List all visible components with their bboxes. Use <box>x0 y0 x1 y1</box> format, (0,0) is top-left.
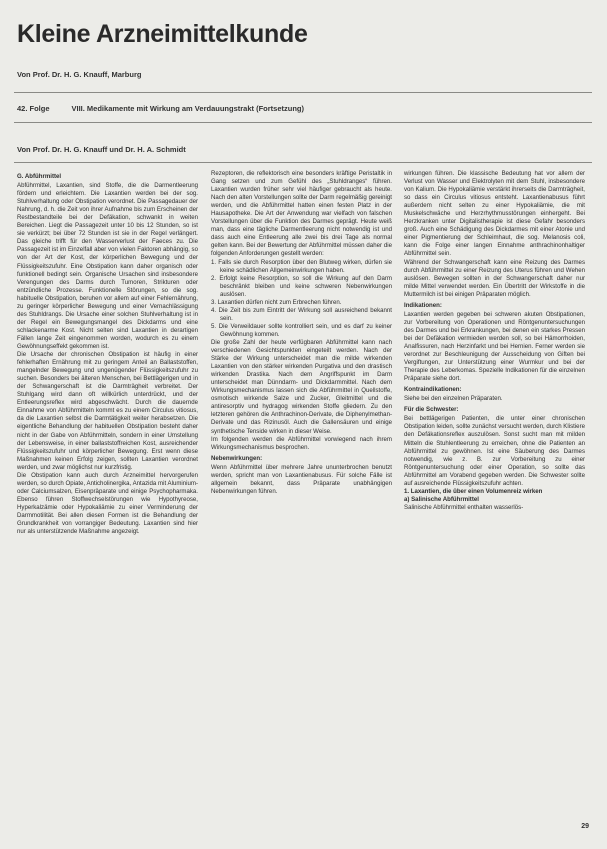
list-item: 3. Laxantien dürfen nicht zum Erbrechen führen. <box>211 298 342 306</box>
subsection-heading: a) Salinische Abführmittel <box>404 495 479 503</box>
page-number: 29 <box>581 823 589 830</box>
article-authors: Von Prof. Dr. H. G. Knauff und Dr. H. A. Schmidt <box>17 145 186 154</box>
text-column-3 <box>404 170 585 828</box>
body-paragraph: Die große Zahl der heute verfügbaren Abführmittel kann nach verschiedenen Gesichtspunkten eingeteilt werden. Nach der Stärke der Wirkung unterscheidet man die milde wirkenden Laxantien von den stärker wirkenden Purgativa und den drastisch wirkenden Drastika. Nach dem Angriffspunkt im Darm unterscheidet man Dünndarm- und Dickdarmmittel. Nach dem Wirkungsmechanismus lassen sich die Abführmittel in Quellstoffe, osmotisch wirkende Salze und Zucker, Gleitmittel und die antiresorptiv und hydragog wirkenden Stoffe gliedern. Zu den letzteren gehören die Anthrachinon-Derivate, die Diphenylmethan-Derivate und das Rizinusöl. Auch die Gallensäuren und einige synthetische Tenside wirken in dieser Weise. <box>211 338 392 435</box>
divider-top <box>14 92 592 93</box>
body-paragraph: wirkungen führen. Die klassische Bedeutung hat vor allem der Verlust von Wasser und Elektrolyten mit dem Stuhl, insbesondere von Kalium. Die Hypokaliämie verstärkt ihrerseits die Darmträgheit, so dass ein Circulus vitiosus entsteht. Laxantienabusus führt außerdem nicht selten zu einer Hypokaliämie, die mit Muskelschwäche und Herzrhythmusstörungen einhergeht. Bei Herzkranken unter Digitalistherapie ist diese Gefahr besonders groß. Auch eine Schädigung des Dickdarmes mit einer Atonie und einer Pigmentierung der Schleimhaut, die sog. Melanosis coli, kann die Folge einer langen Einnahme anthrachinonhaltiger Abführmittel sein. <box>404 170 585 258</box>
series-title: VIII. Medikamente mit Wirkung am Verdauungstrakt (Fortsetzung) <box>71 104 304 113</box>
text-column-1 <box>17 170 198 828</box>
series-line <box>17 104 304 113</box>
body-paragraph: Die Obstipation kann auch durch Arzneimittel hervorgerufen werden, so durch Opiate, Anticholinergika, Antazida mit Aluminium- oder Calciumsalzen, Eisenpräparate und einige Psychopharmaka. Ebenso führen Stoffwechselstörungen wie Hypothyreose, Hyperkalzämie oder Hypokaliämie zu einer Verminderung der Darmmotilität. Bei allen diesen Formen ist die Behandlung der Grundkrankheit von vorrangiger Bedeutung. Laxantien sind hier nur als unterstützende Maßnahme angezeigt. <box>17 471 198 536</box>
article-title: Kleine Arzneimittelkunde <box>17 20 308 48</box>
body-paragraph: Die Ursache der chronischen Obstipation ist häufig in einer fehlerhaften Ernährung mit zu geringem Anteil an Ballaststoffen, mangelnder Bewegung und ungenügender Flüssigkeitszufuhr zu suchen. Besonders bei älteren Menschen, bei Bettlägerigen und in der Schwangerschaft ist die Darmträgheit verbreitet. Der Stuhlgang wird dann oft willkürlich unterdrückt, und der Entleerungsreflex wird abgeschwächt. Durch die dauernde Einnahme von Abführmitteln kommt es zu einem Circulus vitiosus, da die Laxantien selbst die Darmtätigkeit weiter herabsetzen. Die eigentliche Behandlung der habituellen Obstipation besteht daher nicht in der Gabe von Abführmitteln, sondern in einer Umstellung der Lebensweise, in einer ballaststoffreichen Kost, ausreichender Flüssigkeitszufuhr und körperlicher Bewegung. Erst wenn diese Maßnahmen keinen Erfolg zeigen, sollten Laxantien verordnet werden, und zwar möglichst nur kurzfristig. <box>17 351 198 471</box>
series-number: 42. Folge <box>17 104 50 113</box>
section-heading: Indikationen: <box>404 301 442 309</box>
body-paragraph: Laxantien werden gegeben bei schweren akuten Obstipationen, zur Vorbereitung von Operationen und Röntgenuntersuchungen des Darmes und bei Erkrankungen, bei denen ein starkes Pressen bei der Defäkation vermieden werden soll, so bei Hämorrhoiden, Analfissuren, nach Herzinfarkt und bei Hernien. Ferner werden sie verordnet zur Beschleunigung der Ausscheidung von Giften bei Vergiftungen, zur Unterstützung einer Wurmkur und bei der Therapie des Leberkomas. Spezielle Indikationen für die einzelnen Präparate siehe dort. <box>404 310 585 383</box>
body-paragraph: Während der Schwangerschaft kann eine Reizung des Darmes durch Abführmittel zu einer Reizung des Uterus führen und Wehen auslösen. Bewegen sollten in der Schwangerschaft daher nur milde Mittel verwendet werden. Ein Übertritt der Wirkstoffe in die Muttermilch ist bei einigen Präparaten möglich. <box>404 258 585 298</box>
list-item: 4. Die Zeit bis zum Eintritt der Wirkung soll ausreichend bekannt sein. <box>211 306 392 322</box>
list-item: 5. Die Verweildauer sollte kontrolliert sein, und es darf zu keiner Gewöhnung kommen. <box>211 322 392 338</box>
divider-body <box>14 162 592 163</box>
section-heading: G. Abführmittel <box>17 173 62 180</box>
body-paragraph: Bei bettlägerigen Patienten, die unter einer chronischen Obstipation leiden, sollte zunächst versucht werden, durch Klistiere den Defäkationsreflex auszulösen. Sonst sucht man mit milden Mitteln die Stuhlentleerung zu erreichen, ohne die Patienten an Abführmittel zu gewöhnen. Ist eine Säuberung des Darmes notwendig, wie z. B. zur Vorbereitung zu einer Röntgenuntersuchung oder einer Operation, so sollte das Abführmittel am Vorabend gegeben werden. Die Schwester sollte auf ausreichende Flüssigkeitszufuhr achten. <box>404 415 585 487</box>
subsection-heading: 1. Laxantien, die über einen Volumenreiz wirken <box>404 487 543 495</box>
body-paragraph: Wenn Abführmittel über mehrere Jahre ununterbrochen benutzt werden, spricht man von Laxantienabusus. Für solche Fälle ist allgemein bekannt, dass Präparate unabhängigen Nebenwirkungen führen. <box>211 463 392 495</box>
numbered-list <box>211 259 392 339</box>
text-column-2 <box>211 170 392 828</box>
list-item: 1. Falls sie durch Resorption über den Blutweg wirken, dürfen sie keine schädlichen Allgemeinwirkungen haben. <box>211 258 392 274</box>
body-paragraph: Salinische Abführmittel enthalten wasserlös- <box>404 503 524 511</box>
section-heading: Kontraindikationen: <box>404 386 462 394</box>
body-paragraph: Abführmittel, Laxantien, sind Stoffe, die die Darmentleerung fördern und erleichtern. Die Laxantien werden bei der sog. Stuhlverhaltung oder Obstipation verordnet. Die Passagedauer der Nahrung, d. h. die Zeit von ihrer Aufnahme bis zum Erscheinen der Restbestandteile bei der Defäkation, schwankt in weiten Bereichen. Liegt die Passagezeit unter 10 bis 12 Stunden, so ist sie verkürzt; bei über 72 Stunden ist sie in der Regel verlängert. Das gleiche trifft für den Wasserverlust der Faeces zu. Die Passagezeit ist im Einzelfall aber von vielen Faktoren abhängig, so von der Art der Kost, der körperlichen Bewegung und der Flüssigkeitszufuhr. Eine Obstipation kann daher organisch oder funktionell bedingt sein. Organische Ursachen sind insbesondere Verengungen des Darms durch Tumoren, Strikturen oder entzündliche Prozesse. Funktionelle Störungen, so die sog. habituelle Obstipation, beruhen vor allem auf einer Fehlernährung, zu geringer körperlicher Bewegung und einer Vernachlässigung des Stuhldrangs. Die Ursache einer solchen Stuhlverhaltung ist in der Regel ein Bewegungsmangel des Dickdarms und eine schlackenarme Kost. Nicht selten sind Laxantien in derartigen Fällen lange Zeit eingenommen worden, wodurch es zu einem Gewöhnungseffekt gekommen ist. <box>17 182 198 350</box>
section-heading: Nebenwirkungen: <box>211 454 263 462</box>
article-byline: Von Prof. Dr. H. G. Knauff, Marburg <box>17 70 142 79</box>
body-paragraph: Siehe bei den einzelnen Präparaten. <box>404 395 503 403</box>
body-paragraph: Im folgenden werden die Abführmittel vorwiegend nach ihrem Wirkungsmechanismus besprochen. <box>211 435 392 451</box>
section-heading: Für die Schwester: <box>404 406 459 414</box>
divider-middle <box>14 122 592 123</box>
list-item: 2. Erfolgt keine Resorption, so soll die Wirkung auf den Darm beschränkt bleiben und keine schweren Nebenwirkungen auslösen. <box>211 274 392 298</box>
body-paragraph: Rezeptoren, die reflektorisch eine besonders kräftige Peristaltik in Gang setzen und zum Gefühl des „Stuhldranges“ führen. Laxantien wurden früher sehr viel häufiger gebraucht als heute. Nach den alten Vorstellungen sollte der Darm regelmäßig gereinigt werden, und die Abführmittel hatten einen festen Platz in der Hausapotheke. Die Art der Anwendung war vielfach von falschen Vorstellungen über die Funktion des Darmes geprägt. Heute weiß man, dass eine tägliche Darmentleerung nicht notwendig ist und dass auch eine Entleerung alle zwei bis drei Tage als normal gelten kann. Bei der Bewertung der Abführmittel müssen daher die folgenden Anforderungen gestellt werden: <box>211 170 392 258</box>
